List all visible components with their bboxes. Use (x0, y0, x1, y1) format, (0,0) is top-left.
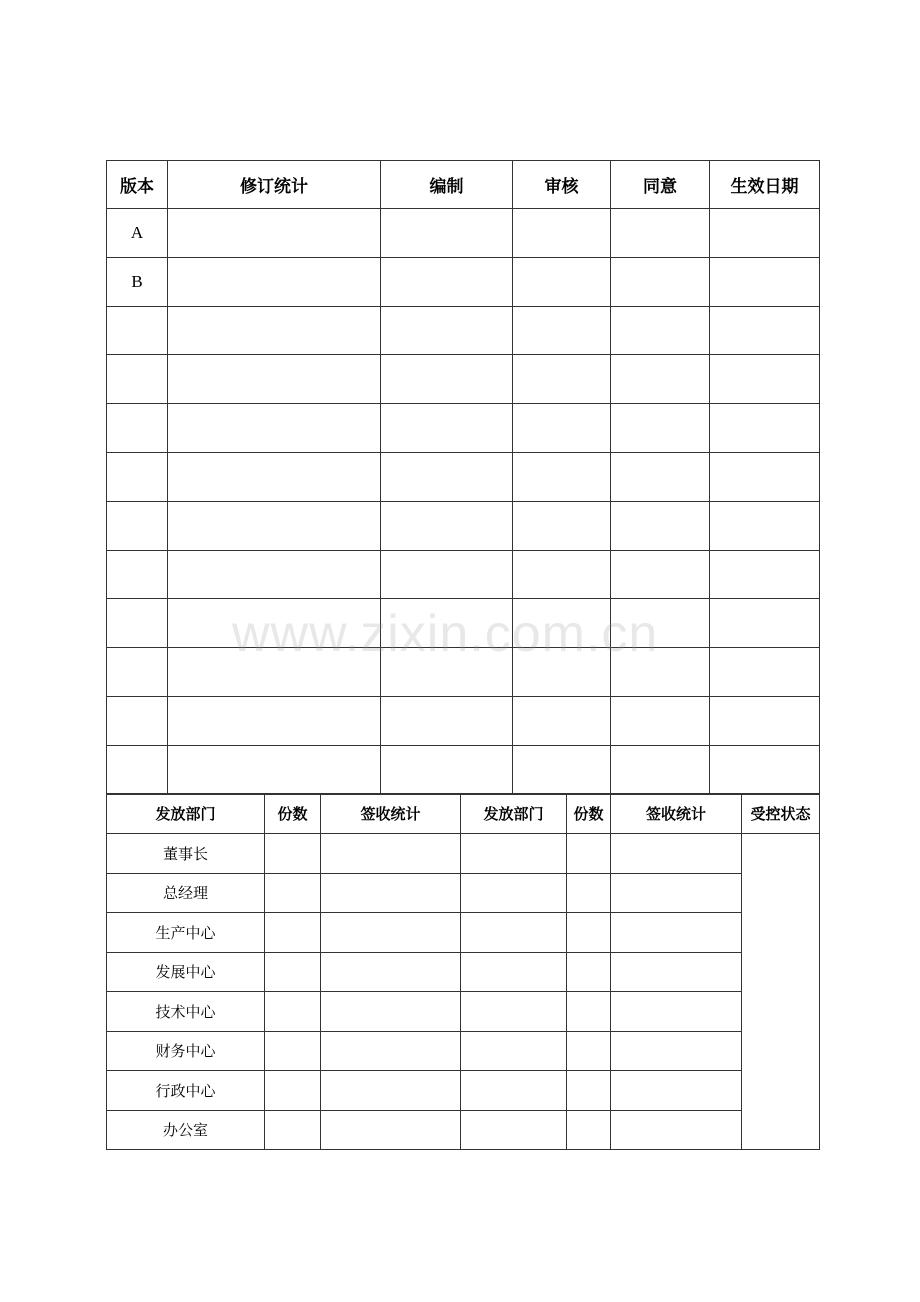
revision-cell[interactable] (611, 599, 710, 648)
header-receipt-stats-2: 签收统计 (611, 794, 742, 834)
version-cell[interactable] (107, 648, 168, 697)
revision-row (107, 355, 820, 404)
revision-row (107, 452, 820, 501)
copies-cell-2[interactable] (567, 1031, 611, 1071)
receipt-cell[interactable] (321, 834, 461, 874)
revision-cell[interactable] (513, 209, 611, 258)
issuing-dept-cell-2[interactable] (461, 1110, 567, 1150)
revision-cell[interactable] (513, 452, 611, 501)
issuing-dept-cell-2[interactable] (461, 913, 567, 953)
header-control-status: 受控状态 (742, 794, 820, 834)
issuing-dept-cell-2[interactable] (461, 1071, 567, 1111)
revision-cell[interactable] (710, 404, 820, 453)
distribution-row (107, 834, 820, 874)
copies-cell-2[interactable] (567, 992, 611, 1032)
copies-cell-2[interactable] (567, 1071, 611, 1111)
distribution-table (106, 793, 820, 1150)
issuing-dept-cell-2[interactable] (461, 873, 567, 913)
revision-cell[interactable] (710, 306, 820, 355)
revision-cell[interactable] (710, 550, 820, 599)
revision-row (107, 550, 820, 599)
copies-cell-2[interactable] (567, 952, 611, 992)
control-status-cell[interactable] (742, 834, 820, 1150)
revision-cell[interactable] (168, 209, 381, 258)
receipt-cell[interactable] (321, 1110, 461, 1150)
receipt-cell-2[interactable] (611, 992, 742, 1032)
header-issuing-dept: 发放部门 (107, 794, 265, 834)
issuing-dept-cell-2[interactable] (461, 834, 567, 874)
version-cell[interactable] (107, 599, 168, 648)
revision-cell[interactable] (381, 355, 513, 404)
revision-cell[interactable] (611, 501, 710, 550)
revision-cell[interactable] (710, 648, 820, 697)
revision-cell[interactable] (381, 404, 513, 453)
revision-cell[interactable] (611, 648, 710, 697)
revision-cell[interactable] (513, 696, 611, 745)
revision-cell[interactable] (168, 501, 381, 550)
distribution-row (107, 1110, 820, 1150)
revision-cell[interactable] (168, 745, 381, 794)
revision-cell[interactable] (710, 257, 820, 306)
copies-cell[interactable] (265, 1110, 321, 1150)
revision-cell[interactable] (168, 355, 381, 404)
distribution-row (107, 952, 820, 992)
revision-cell[interactable] (611, 355, 710, 404)
version-cell[interactable]: B (107, 257, 168, 306)
department-cell: 技术中心 (107, 992, 265, 1032)
copies-cell[interactable] (265, 1031, 321, 1071)
copies-cell[interactable] (265, 834, 321, 874)
revision-row (107, 745, 820, 794)
revision-cell[interactable] (168, 306, 381, 355)
revision-cell[interactable] (168, 452, 381, 501)
department-cell: 财务中心 (107, 1031, 265, 1071)
department-cell: 总经理 (107, 873, 265, 913)
revision-cell[interactable] (513, 355, 611, 404)
receipt-cell-2[interactable] (611, 1071, 742, 1111)
version-cell[interactable] (107, 452, 168, 501)
revision-cell[interactable] (611, 404, 710, 453)
revision-cell[interactable] (381, 257, 513, 306)
revision-cell[interactable] (611, 257, 710, 306)
revision-cell[interactable] (513, 306, 611, 355)
distribution-row (107, 873, 820, 913)
header-prepared-by: 编制 (381, 161, 513, 209)
version-cell[interactable] (107, 501, 168, 550)
receipt-cell-2[interactable] (611, 913, 742, 953)
revision-cell[interactable] (611, 696, 710, 745)
department-cell: 行政中心 (107, 1071, 265, 1111)
copies-cell[interactable] (265, 952, 321, 992)
header-copies-2: 份数 (567, 794, 611, 834)
revision-cell[interactable] (168, 599, 381, 648)
revision-cell[interactable] (168, 648, 381, 697)
revision-cell[interactable] (611, 306, 710, 355)
department-cell: 办公室 (107, 1110, 265, 1150)
version-cell[interactable] (107, 355, 168, 404)
revision-cell[interactable] (513, 648, 611, 697)
revision-cell[interactable] (381, 209, 513, 258)
revision-cell[interactable] (381, 452, 513, 501)
revision-cell[interactable] (513, 404, 611, 453)
header-revision-stats: 修订统计 (168, 161, 381, 209)
revision-cell[interactable] (710, 452, 820, 501)
watermark: www.zixin.com.cn (232, 605, 659, 663)
revision-cell[interactable] (710, 696, 820, 745)
revision-cell[interactable] (710, 501, 820, 550)
revision-cell[interactable] (513, 745, 611, 794)
revision-cell[interactable] (611, 745, 710, 794)
department-cell: 生产中心 (107, 913, 265, 953)
distribution-row (107, 1071, 820, 1111)
revision-header-row (107, 161, 820, 209)
revision-cell[interactable] (381, 745, 513, 794)
header-approved-by: 同意 (611, 161, 710, 209)
copies-cell-2[interactable] (567, 1110, 611, 1150)
revision-cell[interactable] (513, 550, 611, 599)
receipt-cell[interactable] (321, 873, 461, 913)
copies-cell[interactable] (265, 1071, 321, 1111)
department-cell: 发展中心 (107, 952, 265, 992)
revision-cell[interactable] (710, 599, 820, 648)
version-cell[interactable] (107, 696, 168, 745)
header-effective-date: 生效日期 (710, 161, 820, 209)
receipt-cell[interactable] (321, 992, 461, 1032)
distribution-row (107, 913, 820, 953)
receipt-cell[interactable] (321, 1071, 461, 1111)
revision-cell[interactable] (168, 257, 381, 306)
copies-cell-2[interactable] (567, 873, 611, 913)
copies-cell[interactable] (265, 992, 321, 1032)
revision-row (107, 648, 820, 697)
revision-cell[interactable] (611, 209, 710, 258)
revision-cell[interactable] (710, 745, 820, 794)
receipt-cell[interactable] (321, 1031, 461, 1071)
copies-cell-2[interactable] (567, 834, 611, 874)
revision-cell[interactable] (611, 550, 710, 599)
header-copies: 份数 (265, 794, 321, 834)
issuing-dept-cell-2[interactable] (461, 952, 567, 992)
header-reviewed-by: 审核 (513, 161, 611, 209)
receipt-cell[interactable] (321, 913, 461, 953)
distribution-row (107, 992, 820, 1032)
receipt-cell-2[interactable] (611, 834, 742, 874)
copies-cell-2[interactable] (567, 913, 611, 953)
version-cell[interactable] (107, 745, 168, 794)
header-receipt-stats: 签收统计 (321, 794, 461, 834)
receipt-cell-2[interactable] (611, 1110, 742, 1150)
revision-cell[interactable] (381, 306, 513, 355)
revision-cell[interactable] (381, 550, 513, 599)
receipt-cell-2[interactable] (611, 1031, 742, 1071)
issuing-dept-cell-2[interactable] (461, 1031, 567, 1071)
header-issuing-dept-2: 发放部门 (461, 794, 567, 834)
revision-cell[interactable] (168, 696, 381, 745)
revision-cell[interactable] (381, 696, 513, 745)
receipt-cell-2[interactable] (611, 952, 742, 992)
revision-cell[interactable] (710, 209, 820, 258)
revision-cell[interactable] (381, 599, 513, 648)
department-cell: 董事长 (107, 834, 265, 874)
revision-row (107, 257, 820, 306)
receipt-cell[interactable] (321, 952, 461, 992)
revision-cell[interactable] (168, 550, 381, 599)
revision-cell[interactable] (513, 599, 611, 648)
copies-cell[interactable] (265, 873, 321, 913)
version-cell[interactable] (107, 404, 168, 453)
revision-cell[interactable] (168, 404, 381, 453)
revision-row (107, 501, 820, 550)
revision-table (106, 160, 820, 795)
revision-cell[interactable] (710, 355, 820, 404)
issuing-dept-cell-2[interactable] (461, 992, 567, 1032)
version-cell[interactable] (107, 550, 168, 599)
copies-cell[interactable] (265, 913, 321, 953)
revision-cell[interactable] (381, 501, 513, 550)
revision-row (107, 209, 820, 258)
revision-cell[interactable] (513, 257, 611, 306)
header-version: 版本 (107, 161, 168, 209)
revision-cell[interactable] (513, 501, 611, 550)
distribution-header-row (107, 794, 820, 834)
distribution-row (107, 1031, 820, 1071)
revision-row (107, 696, 820, 745)
revision-cell[interactable] (611, 452, 710, 501)
revision-row (107, 404, 820, 453)
revision-row (107, 306, 820, 355)
version-cell[interactable] (107, 306, 168, 355)
receipt-cell-2[interactable] (611, 873, 742, 913)
version-cell[interactable]: A (107, 209, 168, 258)
revision-row (107, 599, 820, 648)
revision-cell[interactable] (381, 648, 513, 697)
